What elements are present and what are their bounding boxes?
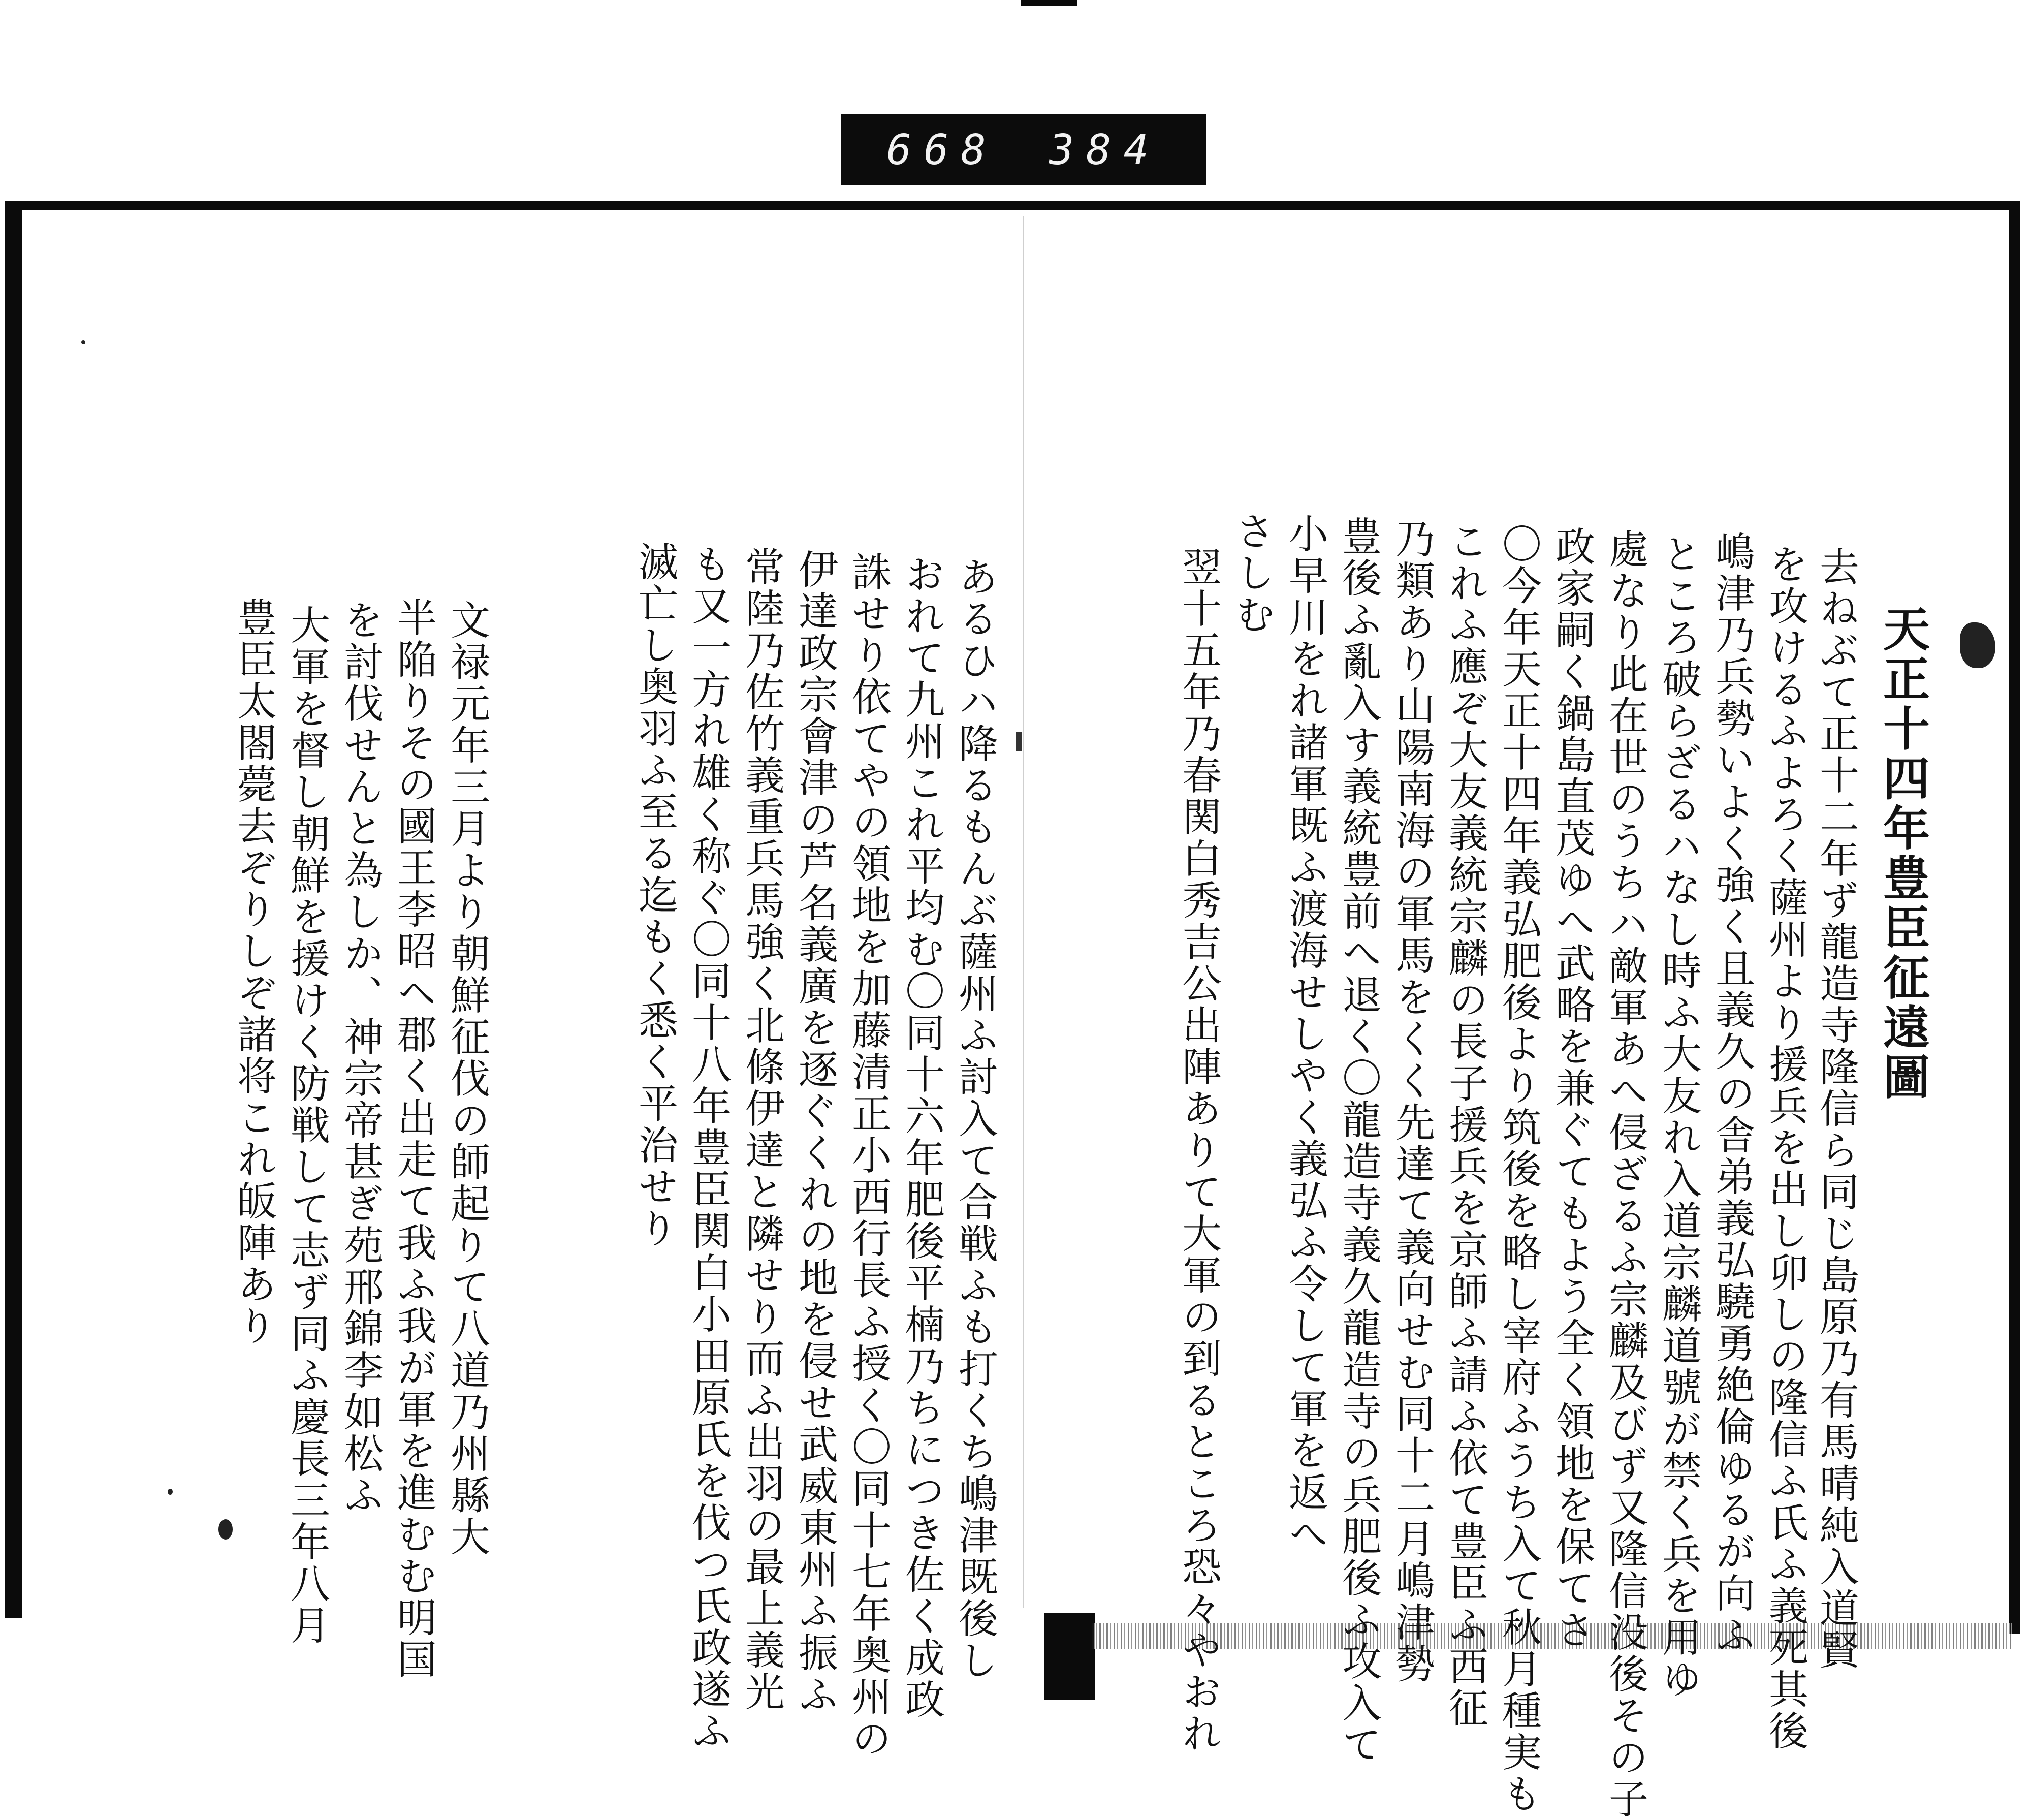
text-column: 滅亡し奥羽ふ至る迄もく悉く平治せり xyxy=(632,541,678,1249)
text-column: 文禄元年三月より朝鮮征伐の師起りて八道乃州縣大 xyxy=(444,600,490,1558)
text-column: 小早川をれ諸軍既ふ渡海せしやく義弘ふ令して軍を返へ xyxy=(1282,513,1328,1555)
text-column: あるひハ降るもんぶ薩州ふ討入て合戦ふも打くち嶋津既後し xyxy=(952,556,998,1681)
page-gutter xyxy=(1023,216,1024,1608)
ink-speck xyxy=(218,1519,233,1540)
ink-speck xyxy=(81,340,85,344)
text-column: 大軍を督し朝鮮を援けく防戦して志ず同ふ慶長三年八月 xyxy=(284,605,330,1646)
text-column: 〇今年天正十四年義弘肥後より筑後を略し宰府ふうち入て秋月種実も xyxy=(1496,523,1541,1815)
text-column: 乃類あり山陽南海の軍馬をくく先達て義向せむ同十二月嶋津勢 xyxy=(1389,518,1435,1685)
text-column: 翌十五年乃春関白秀吉公出陣ありて大軍の到るところ恐々やおれ xyxy=(1176,546,1221,1754)
gutter-shadow xyxy=(1044,1613,1095,1700)
text-column: 常陸乃佐竹義重兵馬強く北條伊達と隣せり而ふ出羽の最上義光 xyxy=(739,546,784,1713)
text-column: 嶋津乃兵勢いよく強く且義久の舎弟義弘驍勇絶倫ゆるが向ふ xyxy=(1709,531,1755,1656)
left-border xyxy=(5,201,22,1618)
catalog-number-right: 384 xyxy=(1049,125,1161,174)
text-column: 伊達政宗會津の芦名義廣を逐ぐくれの地を侵せ武威東州ふ振ふ xyxy=(792,549,838,1715)
text-column: 豊臣太閤薨去ぞりしぞ諸将これ皈陣あり xyxy=(231,597,276,1347)
text-column: 誅せり依てやの領地を加藤清正小西行長ふ授く〇同十七年奥州の xyxy=(845,551,891,1760)
text-column: ところ破らざるハなし時ふ大友れ入道宗麟道號が禁く兵を用ゆ xyxy=(1656,534,1701,1700)
text-column: を攻けるふよろく薩州より援兵を出し卯しの隆信ふ氏ふ義死其後 xyxy=(1762,544,1808,1752)
text-column: これふ應ぞ大友義統宗麟の長子援兵を京師ふ請ふ依て豊臣ふ西征 xyxy=(1442,521,1488,1729)
ink-speck xyxy=(168,1489,173,1495)
text-column: さしむ xyxy=(1229,511,1275,636)
catalog-number-label xyxy=(841,114,1206,185)
text-column: 去ねぶて正十二年ず龍造寺隆信ら同じ島原乃有馬晴純入道賢 xyxy=(1813,546,1859,1671)
text-column: 處なり此在世のうちハ敵軍あへ侵ざるふ宗麟及びず又隆信没後その子 xyxy=(1602,528,1648,1820)
top-edge-mark xyxy=(1021,0,1077,6)
text-column: も又一方れ雄く称ぐ〇同十八年豊臣関白小田原氏を伐つ氏政遂ふ xyxy=(685,544,731,1752)
text-column: おれて九州これ平均む〇同十六年肥後平楠乃ちにつき佐く成政 xyxy=(899,554,944,1720)
right-border xyxy=(2009,201,2020,1634)
text-column: 政家嗣く鍋島直茂ゆへ武略を兼ぐてもよう全く領地を保てさ xyxy=(1549,526,1595,1651)
catalog-number-left: 668 xyxy=(886,125,999,174)
gutter-mark xyxy=(1016,732,1022,751)
document-title: 天正十四年豊臣征遠圖 xyxy=(1876,605,1930,1103)
text-column: 豊後ふ亂入す義統豊前へ退く〇龍造寺義久龍造寺の兵肥後ふ攻入て xyxy=(1336,516,1381,1766)
top-border xyxy=(5,201,2017,210)
text-column: を討伐せんと為しか、神宗帝甚ぎ苑邢錦李如松ふ xyxy=(337,600,383,1516)
text-column: 半陥りその國王李昭ヘ郡く出走て我ふ我が軍を進むむ明国 xyxy=(391,597,436,1680)
